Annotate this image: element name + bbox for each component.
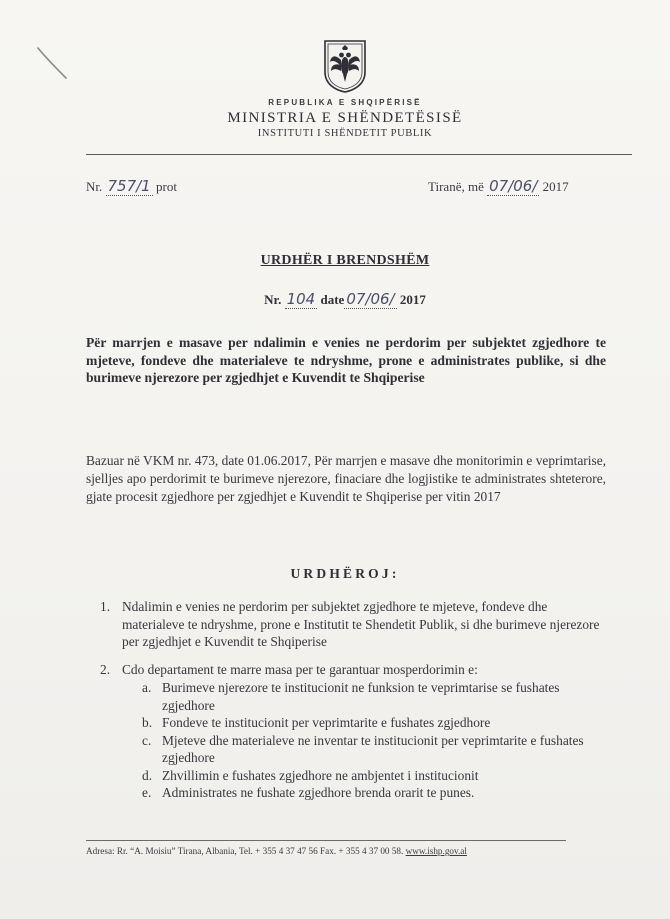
item-number: 2. [100,661,111,677]
protocol-prot-label: prot [155,179,177,194]
sub-item-text: Administrates ne fushate zgjedhore brenda orarit te punes. [162,785,475,800]
sub-item-letter: c. [142,732,152,748]
protocol-date [428,177,569,196]
sub-item [122,714,600,732]
order-nr-label: Nr. [264,292,282,307]
protocol-number [86,177,177,196]
protocol-year: 2017 [542,179,569,194]
item-number: 1. [100,599,111,614]
list-item [100,661,600,802]
sub-item [122,784,600,802]
pen-stroke-mark [36,44,68,82]
list-item [100,598,600,651]
order-date-handwritten: 07/06/ [346,290,395,308]
order-year: 2017 [399,292,426,307]
sub-list [122,679,600,802]
sub-item-text: Fondeve te institucionit per veprimtarite e fushates zgjedhore [162,715,491,730]
sub-item-text: Zhvillimin e fushates zgjedhore ne ambjentet i institucionit [162,767,479,783]
item-text: Cdo departament te marre masa per te garantuar mosperdorimin e: [122,661,478,677]
order-date-label: date [320,292,345,307]
sub-item-letter: a. [142,680,152,695]
directive-heading: URDHËROJ: [290,566,400,581]
sub-item-text: Mjeteve dhe materialeve ne inventar te institucionit per veprimtarite e fushates zgjedhore [162,732,584,765]
sub-item [122,679,600,714]
albanian-eagle-emblem-icon [322,38,368,94]
footer-divider [86,840,566,841]
subject-paragraph: Për marrjen e masave per ndalimin e venies ne perdorim per subjektet zgjedhore te mjeteve, fondeve dhe materialeve te ndryshme, prone e administrates publike, si dhe burimeve njerezore per zgjedhjet e Kuvendit te Shqiperise [86,335,606,386]
place-label: Tiranë, më [428,179,484,194]
date-handwritten: 07/06/ [489,177,538,195]
directive-list [100,598,600,802]
sub-item [122,732,600,767]
item-text: Ndalimin e venies ne perdorim per subjektet zgjedhore te mjeteve, fondeve dhe materialeve te ndryshme, prone e Institutit te Shendetit Publik, si dhe burimeve njerezore per zgjedhjet e Kuvendit te Shqiperise [122,599,600,649]
legal-basis-paragraph: Bazuar në VKM nr. 473, date 01.06.2017, Për marrjen e masave dhe monitorimin e veprimtarise, sjelljes apo perdorimit te burimeve njerezore, finaciare dhe logjistike te administrates shteterore, gjate procesit zgjedhore per zgjedhjet e Kuvendit te Shqiperise per vitin 2017 [86,453,606,504]
sub-item-letter: b. [142,715,153,730]
protocol-nr-label: Nr. [86,179,103,194]
footer-website-link[interactable]: www.ishp.gov.al [405,846,467,856]
header-divider [86,154,632,155]
sub-item-letter: e. [142,785,152,800]
order-nr-handwritten: 104 [286,290,316,308]
order-number-line [0,290,670,309]
protocol-nr-handwritten: 757/1 [107,177,151,195]
sub-item-text: Burimeve njerezore te institucionit ne funksion te veprimtarise se fushates zgjedhore [162,680,560,713]
header-republic: REPUBLIKA E SHQIPËRISË [268,98,422,107]
sub-item-letter: d. [142,767,153,783]
footer-address-text: Adresa: Rr. “A. Moisiu” Tirana, Albania, Tel. + 355 4 37 47 56 Fax. + 355 4 37 00 58. [86,846,404,856]
footer-address [86,846,606,856]
sub-item [122,767,600,785]
document-title: URDHËR I BRENDSHËM [260,253,430,268]
header-institute: INSTITUTI I SHËNDETIT PUBLIK [257,128,433,139]
header-ministry: MINISTRIA E SHËNDETËSISË [227,110,463,126]
